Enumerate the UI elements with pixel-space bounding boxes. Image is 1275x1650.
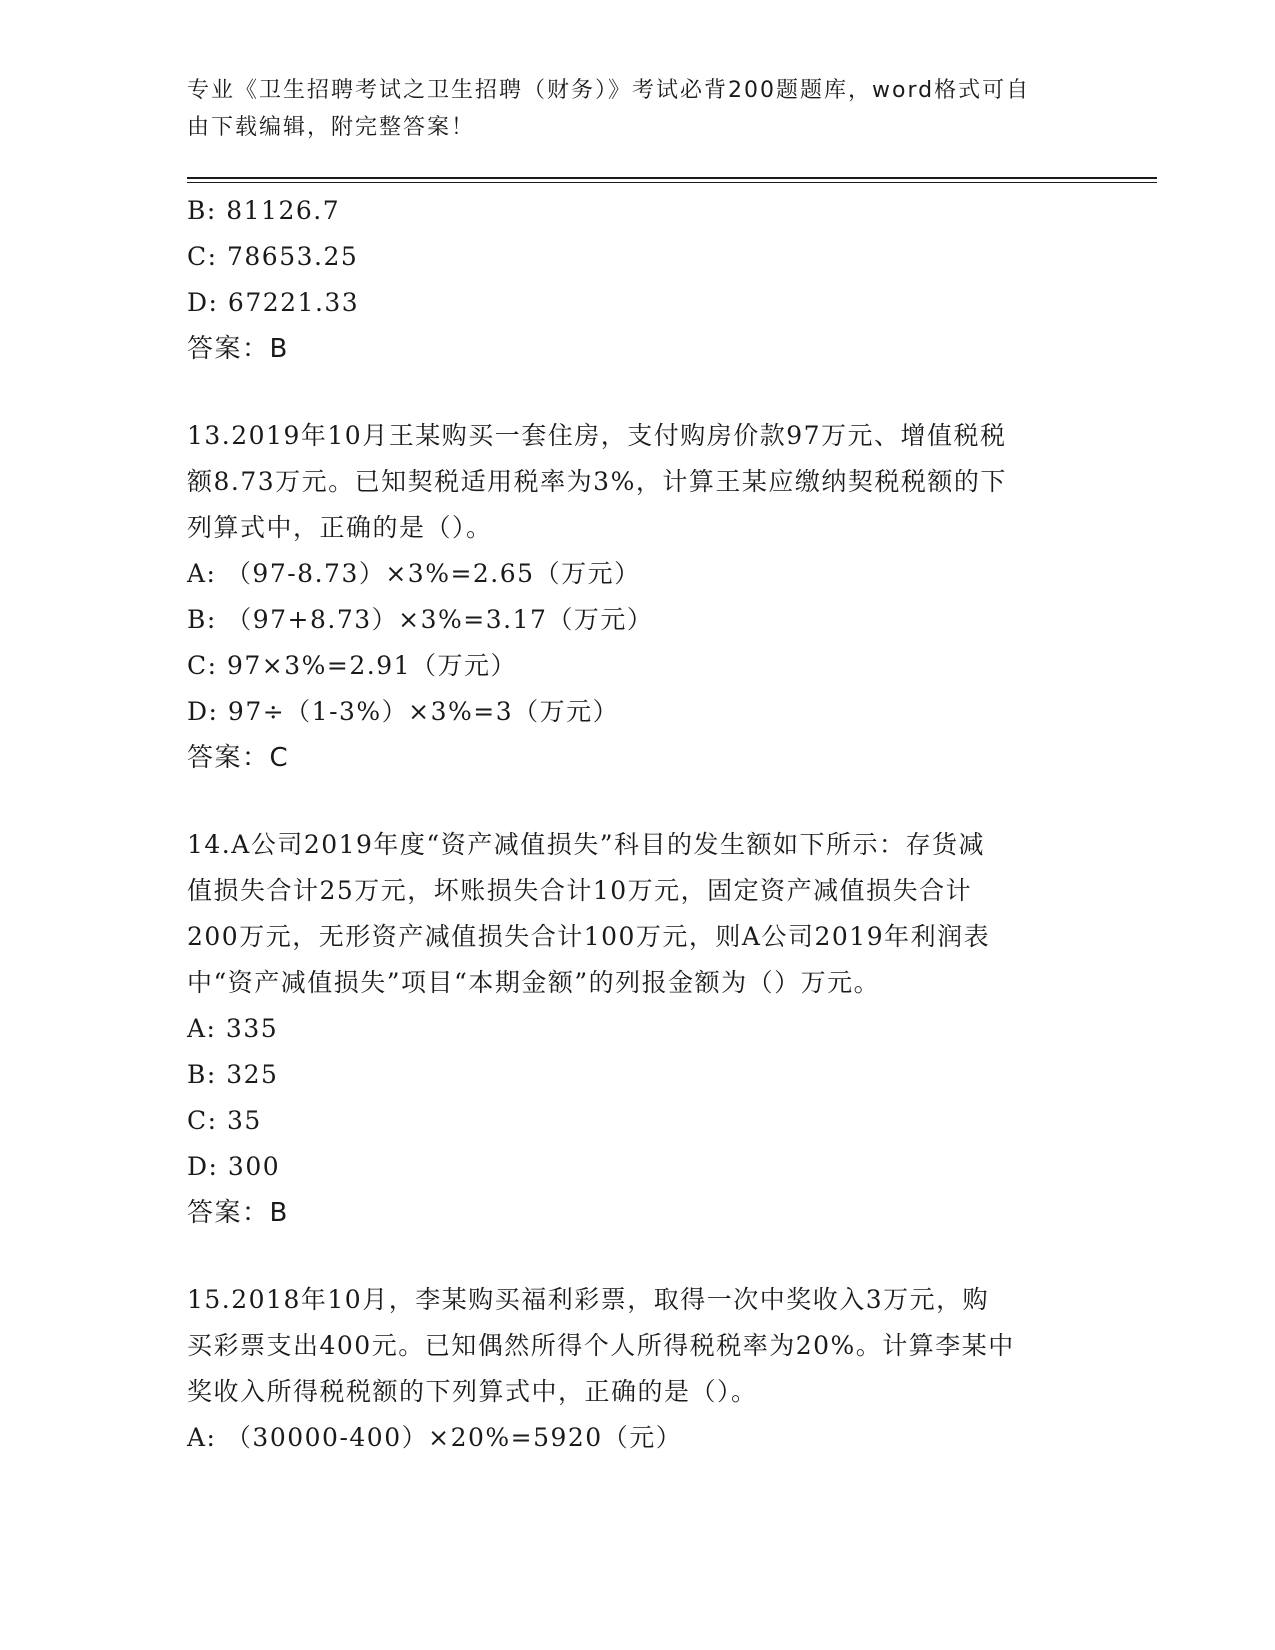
question-text-line: 14.A公司2019年度“资产减值损失”科目的发生额如下所示：存货减: [187, 830, 985, 859]
header-divider-thin: [187, 182, 1157, 183]
option-a: A: 335: [187, 1014, 279, 1043]
question-12-continued: [187, 188, 1087, 372]
option-c: C: 78653.25: [187, 242, 359, 271]
option-d: D: 97÷（1-3%）×3%=3（万元）: [187, 697, 620, 726]
question-text-line: 15.2018年10月，李某购买福利彩票，取得一次中奖收入3万元，购: [187, 1285, 990, 1314]
document-body: [187, 188, 1087, 1461]
option-b: B: 81126.7: [187, 196, 341, 225]
option-c: C: 97×3%=2.91（万元）: [187, 651, 518, 680]
answer-line: 答案：C: [187, 743, 290, 773]
question-14: [187, 822, 1087, 1236]
option-a: A: （97-8.73）×3%=2.65（万元）: [187, 559, 641, 588]
question-text-line: 中“资产减值损失”项目“本期金额”的列报金额为（）万元。: [187, 968, 881, 997]
option-a: A: （30000-400）×20%=5920（元）: [187, 1423, 683, 1452]
document-header: [187, 72, 1067, 146]
question-text-line: 买彩票支出400元。已知偶然所得个人所得税税率为20%。计算李某中: [187, 1331, 1015, 1360]
question-13: [187, 413, 1087, 781]
answer-line: 答案：B: [187, 1198, 289, 1228]
question-text-line: 13.2019年10月王某购买一套住房，支付购房价款97万元、增值税税: [187, 421, 1007, 450]
option-c: C: 35: [187, 1106, 262, 1135]
question-text-line: 额8.73万元。已知契税适用税率为3%，计算王某应缴纳契税税额的下: [187, 467, 1007, 496]
option-b: B: （97+8.73）×3%=3.17（万元）: [187, 605, 654, 634]
question-text-line: 200万元，无形资产减值损失合计100万元，则A公司2019年利润表: [187, 922, 991, 951]
option-b: B: 325: [187, 1060, 279, 1089]
question-text-line: 奖收入所得税税额的下列算式中，正确的是（）。: [187, 1377, 758, 1406]
answer-line: 答案：B: [187, 334, 289, 364]
question-text-line: 值损失合计25万元，坏账损失合计10万元，固定资产减值损失合计: [187, 876, 973, 905]
question-15: [187, 1277, 1087, 1461]
header-divider-thick: [187, 177, 1157, 179]
header-line-2: 由下载编辑，附完整答案！: [187, 115, 476, 140]
option-d: D: 300: [187, 1152, 281, 1181]
option-d: D: 67221.33: [187, 288, 360, 317]
question-text-line: 列算式中，正确的是（）。: [187, 513, 493, 542]
header-line-1: 专业《卫生招聘考试之卫生招聘（财务）》考试必背200题题库，word格式可自: [187, 78, 1031, 103]
